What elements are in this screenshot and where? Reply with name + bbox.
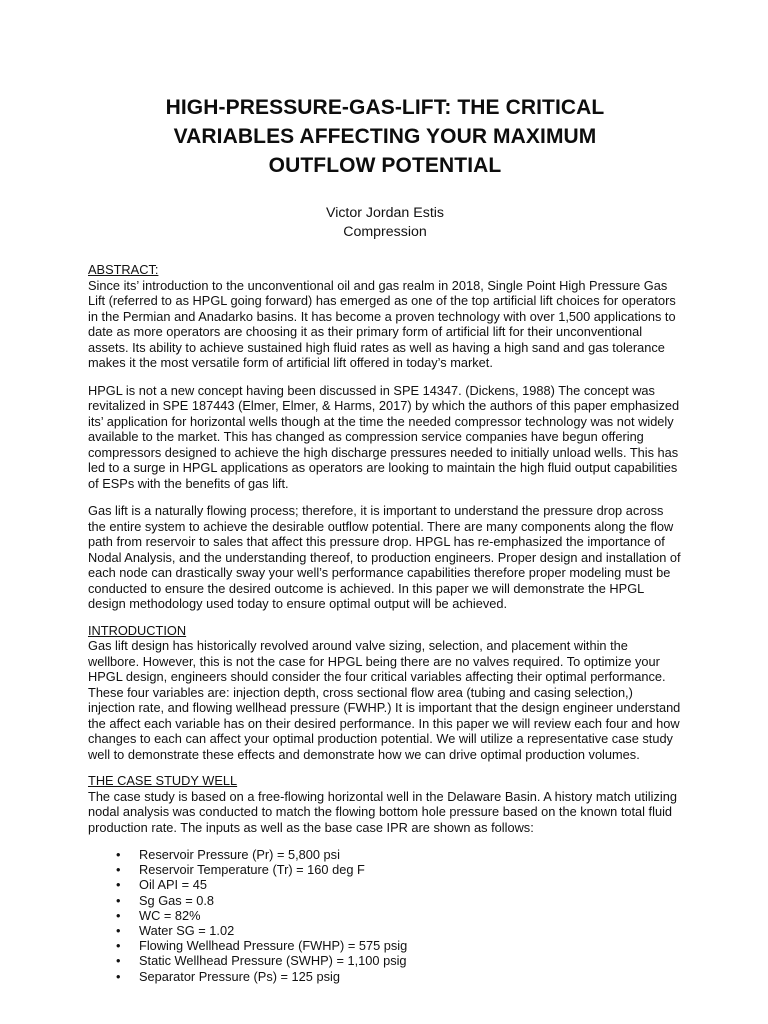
list-item-text: Reservoir Pressure (Pr) = 5,800 psi [139,847,340,862]
title-line-1: HIGH-PRESSURE-GAS-LIFT: THE CRITICAL [165,96,605,119]
list-item-text: Oil API = 45 [139,877,207,893]
list-item [88,877,682,892]
bullet-icon: • [116,923,121,939]
title-line-3: OUTFLOW POTENTIAL [268,154,502,177]
case-study-inputs-list [88,847,682,984]
list-item [88,953,682,968]
abstract-paragraph-2: HPGL is not a new concept having been discussed in SPE 14347. (Dickens, 1988) The concept was revitalized in SPE 187443 (Elmer, Elmer, & Harms, 2017) by which the authors of this paper emphasized its’ application for horizontal wells though at the time the needed compressor technology was not widely available to the market. This has changed as compression service companies have begun offering compressors designed to achieve the high discharge pressures needed to initially unload wells. This has led to a surge in HPGL applications as operators are looking to maintain the high fluid output capabilities of ESPs with the benefits of gas lift. [88,382,680,491]
author-affiliation: Compression [343,224,427,240]
list-item [88,908,682,923]
bullet-icon: • [116,892,121,908]
list-item-text: Flowing Wellhead Pressure (FWHP) = 575 psig [139,938,408,954]
bullet-icon: • [116,938,121,954]
author-name: Victor Jordan Estis [325,205,445,221]
case-study-heading: THE CASE STUDY WELL [88,773,238,788]
list-item-text: Static Wellhead Pressure (SWHP) = 1,100 psig [139,953,407,969]
bullet-icon: • [116,907,121,923]
list-item-text: Sg Gas = 0.8 [139,892,215,908]
case-study-section [88,773,682,984]
list-item [88,969,682,984]
bullet-icon: • [116,862,121,878]
case-study-paragraph: The case study is based on a free-flowing horizontal well in the Delaware Basin. A history match utilizing nodal analysis was conducted to match the flowing bottom hole pressure based on the known total fluid production rate. The inputs as well as the base case IPR are shown as follows: [88,788,677,835]
abstract-paragraph-3: Gas lift is a naturally flowing process; therefore, it is important to understand the pressure drop across the entire system to achieve the desirable outflow potential. There are many components along the flow path from reservoir to sales that affect this pressure drop. HPGL has re-emphasized the importance of Nodal Analysis, and the understanding thereof, to production engineers. Proper design and installation of each node can drastically sway your well’s performance capabilities therefore proper modeling must be conducted to ensure the desired outcome is achieved. In this paper we will demonstrate the HPGL design methodology used today to ensure optimal output will be achieved. [88,503,681,611]
bullet-icon: • [116,847,121,862]
bullet-icon: • [116,877,121,893]
list-item-text: Reservoir Temperature (Tr) = 160 deg F [139,862,365,878]
list-item [88,938,682,953]
title-line-2: VARIABLES AFFECTING YOUR MAXIMUM [173,125,597,148]
introduction-heading: INTRODUCTION [88,622,187,638]
list-item [88,893,682,908]
bullet-icon: • [116,953,121,969]
list-item-text: Separator Pressure (Ps) = 125 psig [139,968,340,984]
abstract-heading: ABSTRACT: [88,262,159,277]
bullet-icon: • [116,968,121,984]
abstract-section [88,262,682,612]
list-item [88,923,682,938]
abstract-paragraph-1: Since its’ introduction to the unconventional oil and gas realm in 2018, Single Point High Pressure Gas Lift (referred to as HPGL going forward) has emerged as one of the top artificial lift choices for operators in the Permian and Anadarko basins. It has become a proven technology with over 1,500 applications to date as more operators are choosing it as their primary form of artificial lift for their unconventional assets. Its ability to achieve sustained high fluid rates as well as having a high sand and gas tolerance makes it the most versatile form of artificial lift offered in today’s market. [88,277,676,370]
list-item [88,847,682,862]
paper-title [88,93,682,180]
list-item-text: WC = 82% [139,907,201,923]
introduction-paragraph: Gas lift design has historically revolved around valve sizing, selection, and placement within the wellbore. However, this is not the case for HPGL being there are no valves required. To optimize your HPGL design, engineers should consider the four critical variables affecting their optimal performance. These four variables are: injection depth, cross sectional flow area (tubing and casing selection,) injection rate, and flowing wellhead pressure (FWHP.) It is important that the design engineer understand the affect each variable has on their desired performance. In this paper we will review each four and how changes to each can affect your optimal production potential. We will utilize a representative case study well to demonstrate these effects and demonstrate how we can drive optimal production volumes. [88,638,681,762]
introduction-section [88,623,682,763]
list-item-text: Water SG = 1.02 [139,923,235,939]
list-item [88,862,682,877]
author-block [88,204,682,242]
